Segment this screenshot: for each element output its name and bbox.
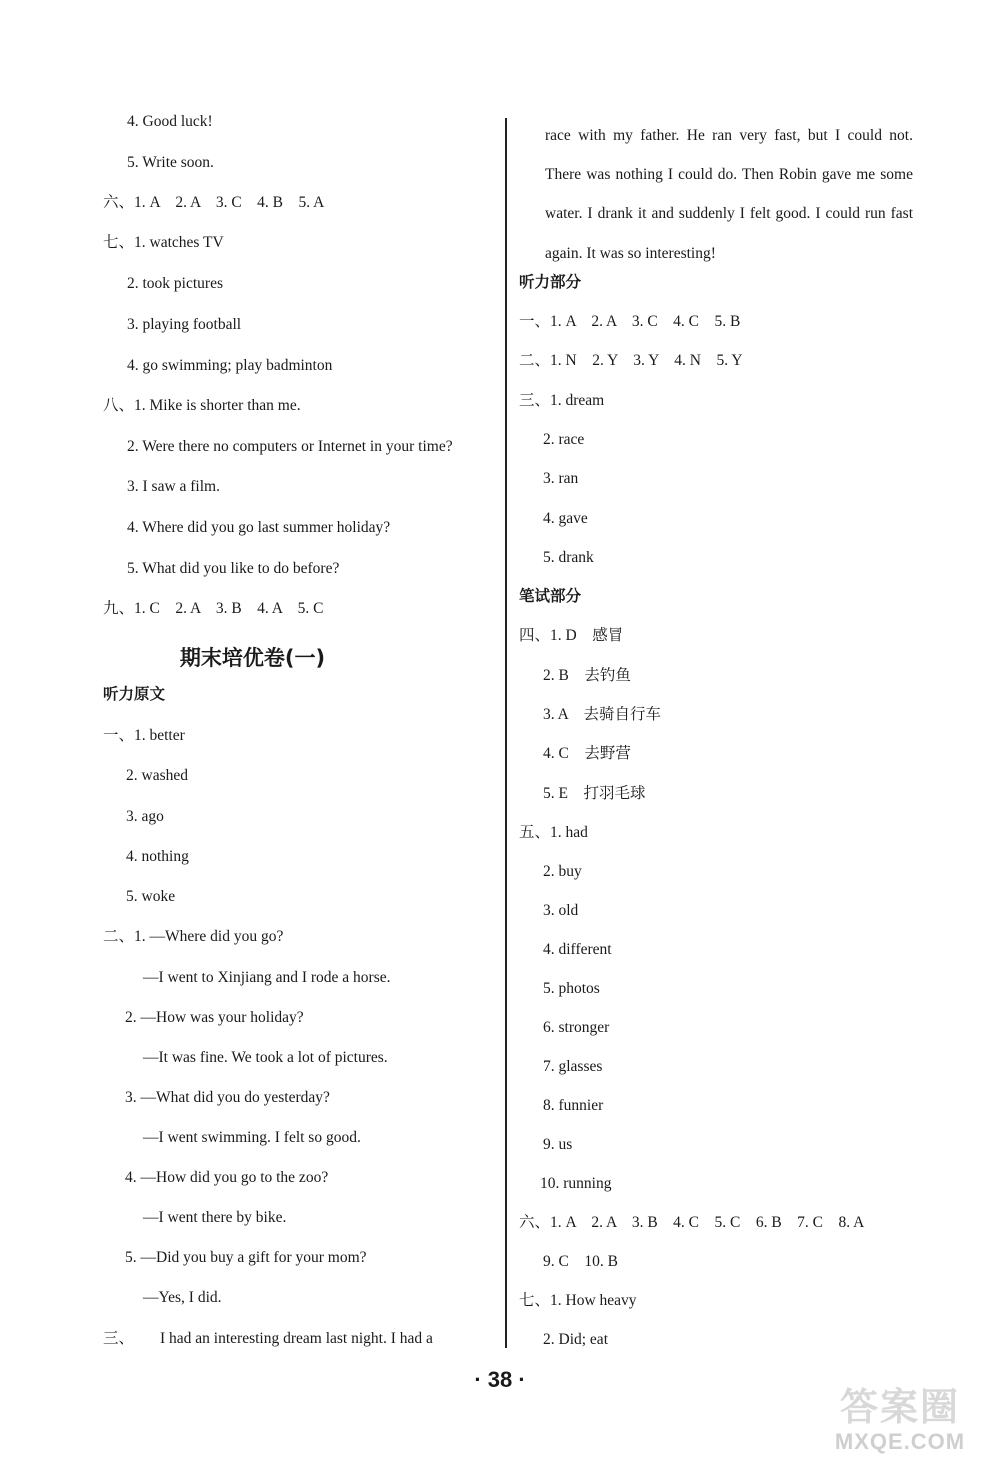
left-answer-line: 5. —Did you buy a gift for your mom? <box>125 1249 367 1266</box>
left-answer-line: 3. —What did you do yesterday? <box>125 1089 330 1106</box>
right-section-heading: 笔试部分 <box>519 588 582 605</box>
watermark-url: MXQE.COM <box>834 1429 966 1454</box>
right-answer-line: 五、1. had <box>519 824 588 841</box>
left-answer-line: 三、 <box>103 1330 135 1347</box>
left-section-heading: 听力原文 <box>103 686 166 703</box>
left-answer-line: 七、1. watches TV <box>103 234 224 251</box>
right-answer-line: 3. old <box>543 902 579 919</box>
right-answer-line: 5. photos <box>543 980 600 997</box>
left-answer-line: 4. nothing <box>126 848 189 865</box>
right-answer-line: 2. race <box>543 431 585 448</box>
watermark-text: 答案圈 <box>839 1385 960 1429</box>
left-answer-line: 二、1. —Where did you go? <box>103 928 284 945</box>
dream-story-paragraph: race with my father. He ran very fast, but I could not. There was nothing I could do. Then Robin gave me some water. I drank it and suddenly I felt good. I could run fast again. It was so interesting! <box>545 127 913 262</box>
right-answer-line: 2. buy <box>543 863 582 880</box>
right-answer-line: 8. funnier <box>543 1097 604 1114</box>
left-answer-line: 2. washed <box>126 767 188 784</box>
left-answer-line: 九、1. C 2. A 3. B 4. A 5. C <box>103 600 324 617</box>
right-answer-line: 四、1. D 感冒 <box>519 627 624 644</box>
left-answer-line: 3. ago <box>126 808 164 825</box>
right-answer-line: 6. stronger <box>543 1019 610 1036</box>
watermark-logo <box>805 1385 995 1463</box>
right-answer-line: 七、1. How heavy <box>519 1292 637 1309</box>
right-answer-line: 7. glasses <box>543 1058 603 1075</box>
left-answer-line: —It was fine. We took a lot of pictures. <box>143 1049 388 1066</box>
right-answer-line: 二、1. N 2. Y 3. Y 4. N 5. Y <box>519 352 743 369</box>
right-answer-line: 3. A 去骑自行车 <box>543 706 661 723</box>
right-section-heading: 听力部分 <box>519 274 582 291</box>
left-answer-line: —I went to Xinjiang and I rode a horse. <box>143 969 391 986</box>
page-number: · 38 · <box>474 1367 526 1392</box>
left-answer-line: —Yes, I did. <box>143 1289 222 1306</box>
left-answer-line: 5. What did you like to do before? <box>127 560 340 577</box>
left-answer-line: 4. —How did you go to the zoo? <box>125 1169 329 1186</box>
right-answer-line: 4. C 去野营 <box>543 745 631 762</box>
left-answer-line: 2. Were there no computers or Internet in your time? <box>127 438 453 455</box>
right-answer-line: 一、1. A 2. A 3. C 4. C 5. B <box>519 313 741 330</box>
column-divider <box>505 118 507 1348</box>
left-answer-line: 3. playing football <box>127 316 242 333</box>
left-answer-line: 2. —How was your holiday? <box>125 1009 304 1026</box>
left-answer-line: 5. Write soon. <box>127 154 214 171</box>
left-answer-line: 5. woke <box>126 888 176 905</box>
left-answer-line: 4. Where did you go last summer holiday? <box>127 519 391 536</box>
left-answer-line: 3. I saw a film. <box>127 478 220 495</box>
right-answer-line: 2. Did; eat <box>543 1331 608 1348</box>
left-answer-line: 4. Good luck! <box>127 113 213 130</box>
left-answer-line: 六、1. A 2. A 3. C 4. B 5. A <box>103 194 325 211</box>
right-answer-line: 3. ran <box>543 470 579 487</box>
right-answer-line: 六、1. A 2. A 3. B 4. C 5. C 6. B 7. C 8. A <box>519 1214 865 1231</box>
right-answer-line: 9. us <box>543 1136 573 1153</box>
right-answer-line: 三、1. dream <box>519 392 605 409</box>
left-answer-line: 4. go swimming; play badminton <box>127 357 333 374</box>
right-answer-line: 4. different <box>543 941 612 958</box>
right-answer-line: 5. E 打羽毛球 <box>543 785 646 802</box>
right-answer-line: 5. drank <box>543 549 594 566</box>
right-answer-line: 2. B 去钓鱼 <box>543 667 631 684</box>
right-answer-line: 9. C 10. B <box>543 1253 618 1270</box>
section-title: 期末培优卷(一) <box>179 646 326 670</box>
left-answer-line: I had an interesting dream last night. I had a <box>160 1330 433 1347</box>
left-answer-line: —I went there by bike. <box>143 1209 287 1226</box>
left-answer-line: 八、1. Mike is shorter than me. <box>103 397 301 414</box>
left-answer-line: 一、1. better <box>103 727 185 744</box>
right-answer-line: 10. running <box>540 1175 612 1192</box>
left-answer-line: —I went swimming. I felt so good. <box>143 1129 361 1146</box>
right-answer-line: 4. gave <box>543 510 588 527</box>
left-answer-line: 2. took pictures <box>127 275 223 292</box>
